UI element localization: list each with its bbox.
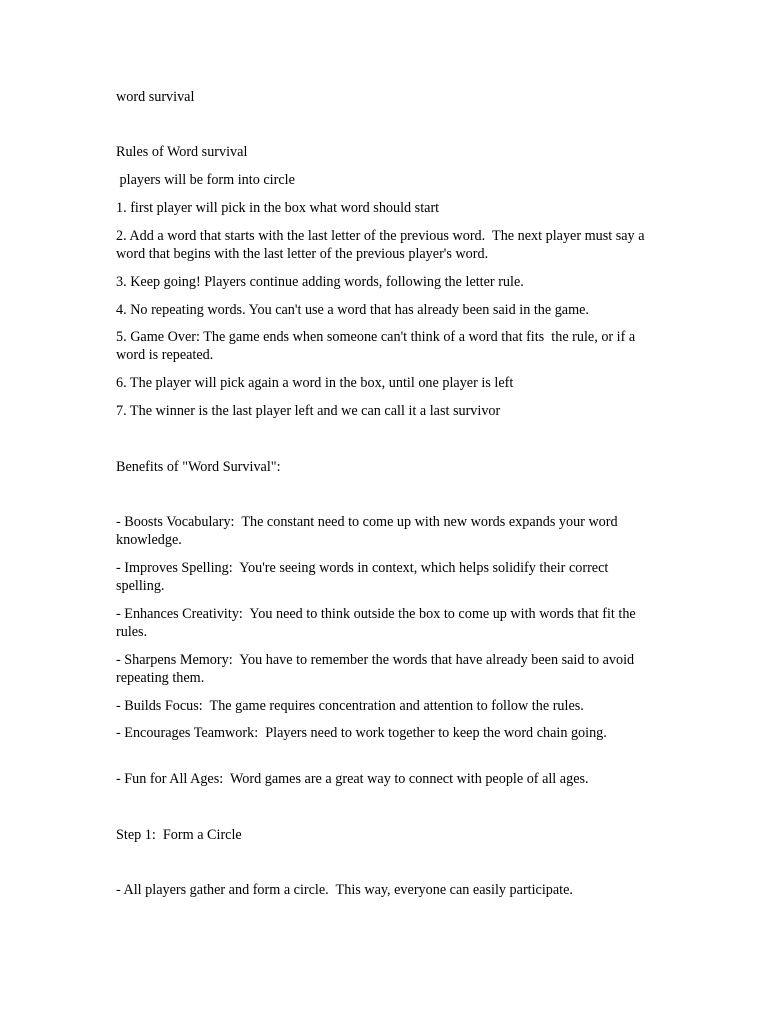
benefits-heading: Benefits of "Word Survival":	[116, 459, 281, 475]
benefit-item: - Encourages Teamwork: Players need to work together to keep the word chain going.	[116, 725, 607, 741]
step1-text: - All players gather and form a circle. This way, everyone can easily participate.	[116, 882, 573, 898]
rule-item: 6. The player will pick again a word in the box, until one player is left	[116, 375, 514, 391]
benefit-item: - Boosts Vocabulary: The constant need to come up with new words expands your word knowledge.	[116, 514, 622, 548]
benefit-item: - Builds Focus: The game requires concentration and attention to follow the rules.	[116, 698, 584, 714]
rule-item: 5. Game Over: The game ends when someone can't think of a word that fits the rule, or if a word is repeated.	[116, 329, 639, 363]
document-title: word survival	[116, 89, 195, 105]
benefit-item: - Improves Spelling: You're seeing words in context, which helps solidify their correct spelling.	[116, 560, 612, 594]
benefit-item: - Enhances Creativity: You need to think outside the box to come up with words that fit the rules.	[116, 606, 640, 640]
rule-item: 4. No repeating words. You can't use a word that has already been said in the game.	[116, 302, 589, 318]
benefit-item: - Sharpens Memory: You have to remember the words that have already been said to avoid repeating them.	[116, 652, 638, 686]
rule-item: 2. Add a word that starts with the last letter of the previous word. The next player must say a word that begins with the last letter of the previous player's word.	[116, 228, 649, 262]
rules-intro: players will be form into circle	[116, 172, 295, 188]
step1-heading: Step 1: Form a Circle	[116, 827, 242, 843]
rule-item: 3. Keep going! Players continue adding words, following the letter rule.	[116, 274, 524, 290]
benefit-item: - Fun for All Ages: Word games are a great way to connect with people of all ages.	[116, 771, 589, 787]
rule-item: 7. The winner is the last player left and we can call it a last survivor	[116, 403, 501, 419]
rules-heading: Rules of Word survival	[116, 144, 248, 160]
rule-item: 1. first player will pick in the box what word should start	[116, 200, 440, 216]
